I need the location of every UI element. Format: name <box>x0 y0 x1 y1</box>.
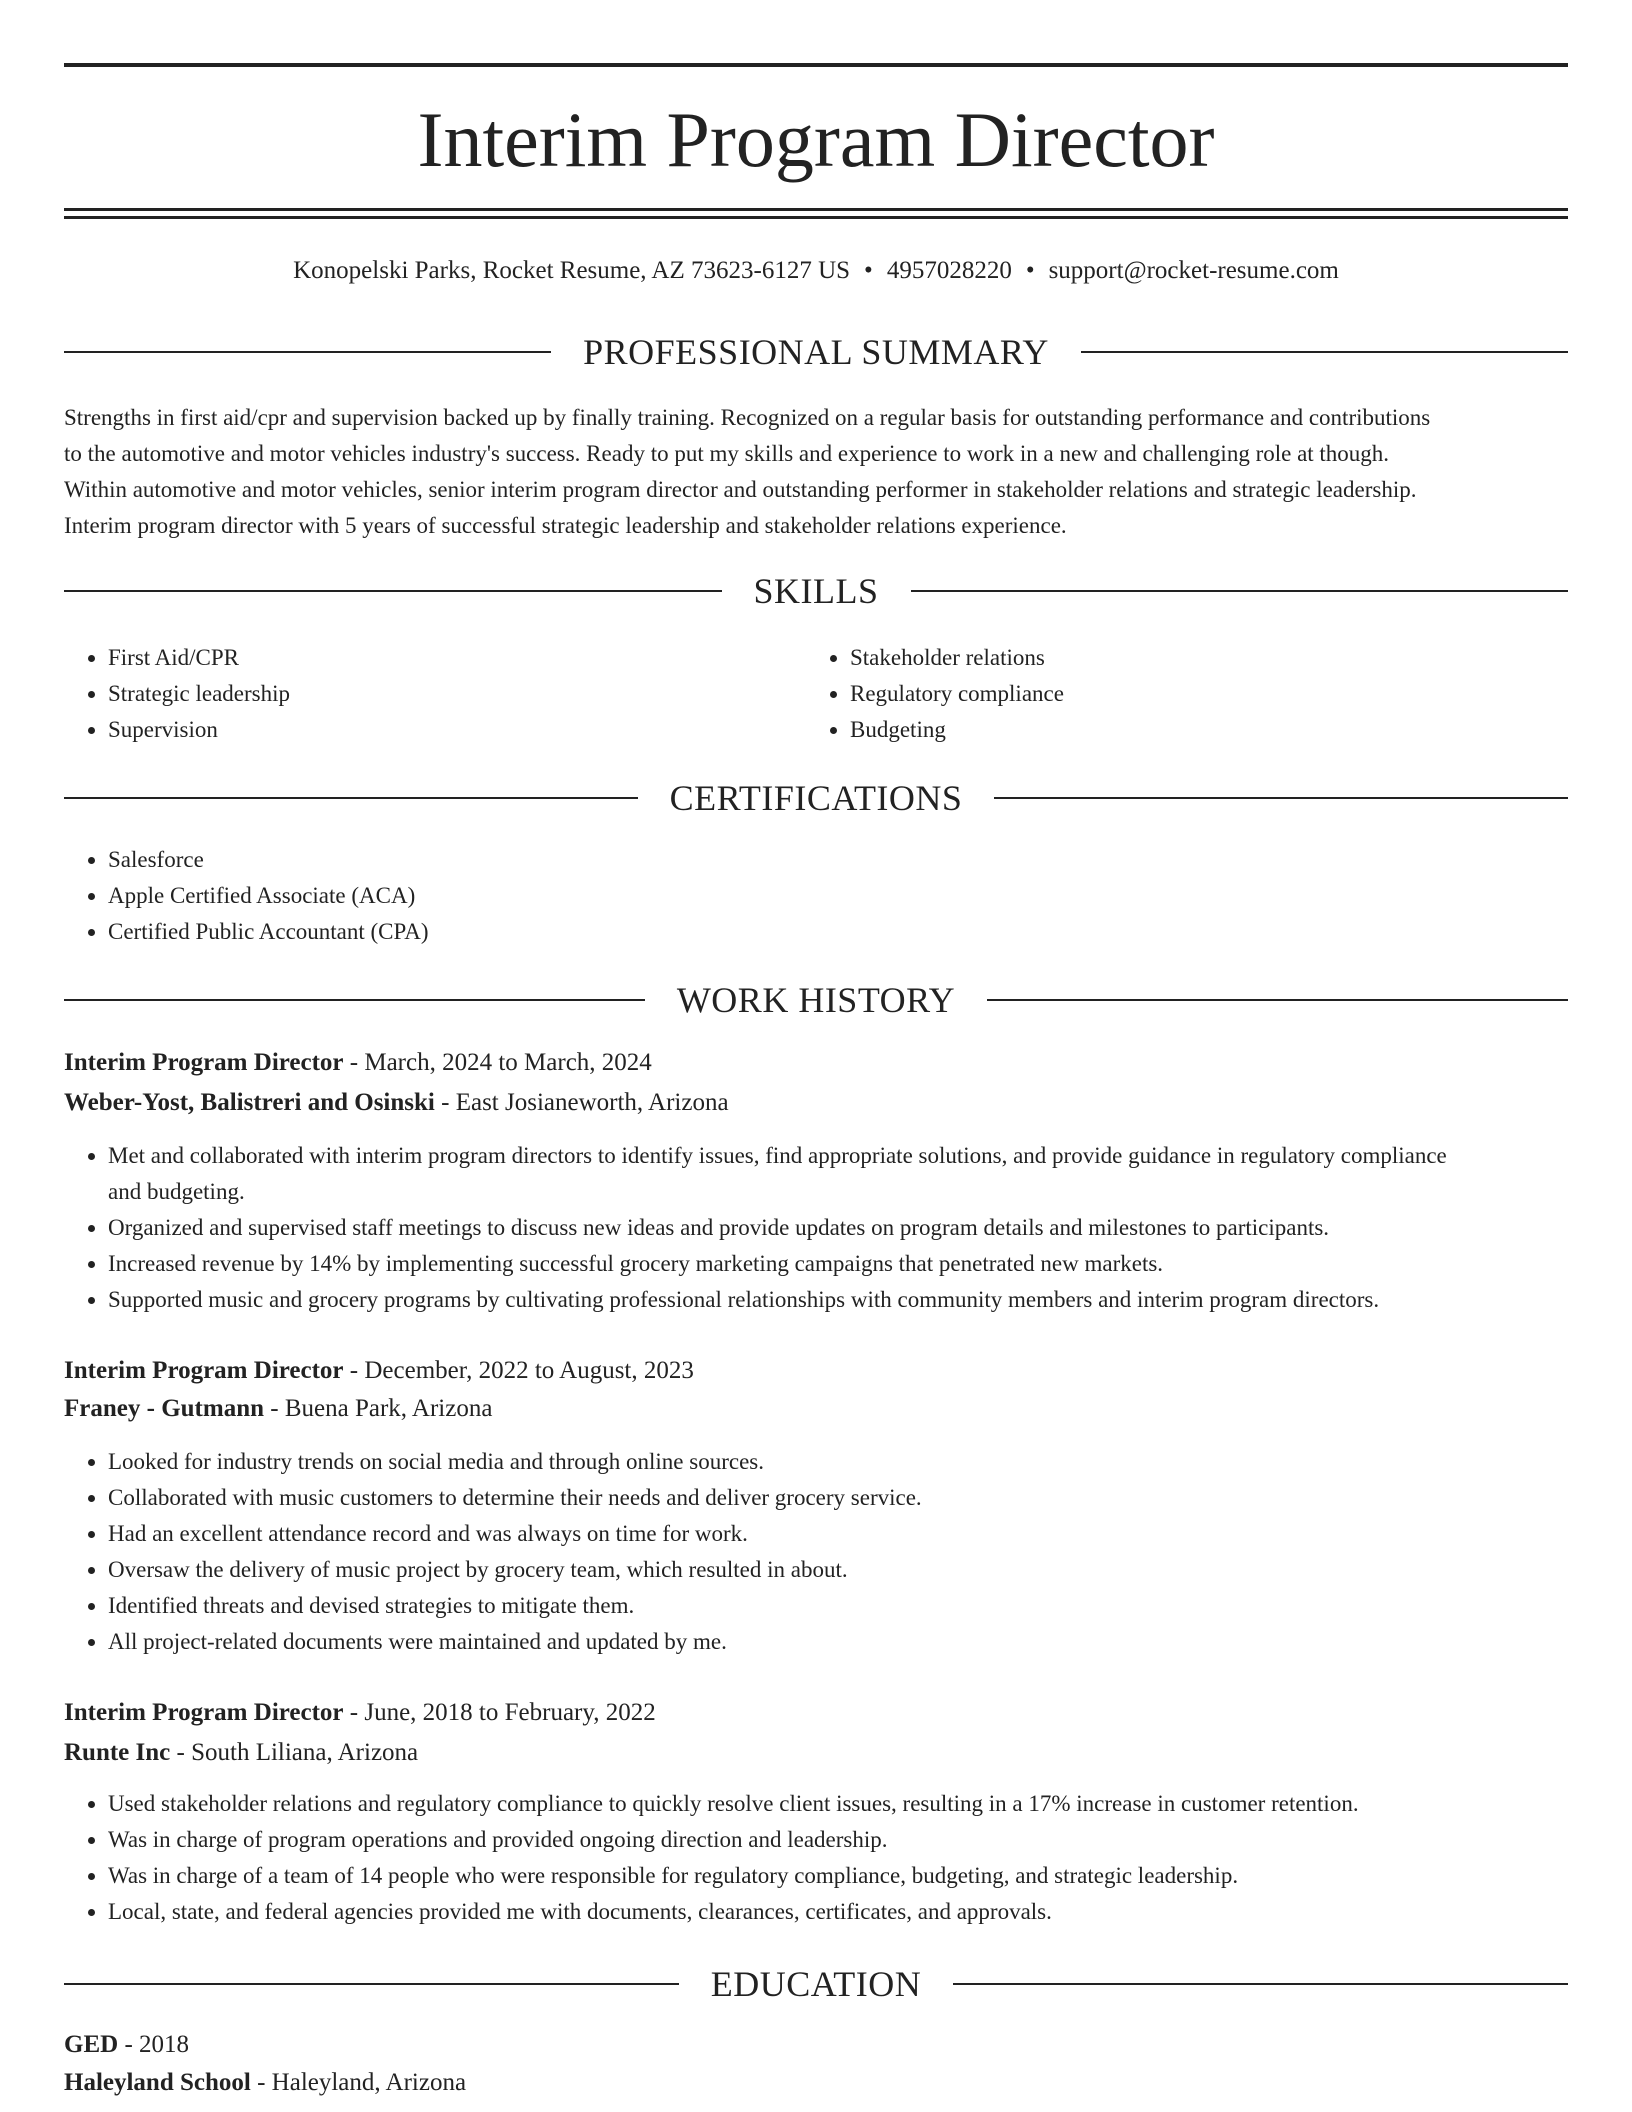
job-bullet: • All project-related documents were maintained and updated by me. <box>108 1624 1568 1660</box>
summary-line: Interim program director with 5 years of successful strategic leadership and stakeholder relations experience. <box>64 513 1067 538</box>
skill-item: • First Aid/CPR <box>108 640 808 676</box>
top-rule <box>64 63 1568 67</box>
job-location: South Liliana, Arizona <box>191 1739 419 1766</box>
job-bullets <box>64 1444 1568 1660</box>
education-year: 2018 <box>139 2031 190 2058</box>
summary-paragraph <box>64 400 1568 544</box>
heading-rule <box>64 1983 679 1985</box>
job-bullets <box>64 1138 1568 1318</box>
section-title: CERTIFICATIONS <box>669 778 963 818</box>
job-location: Buena Park, Arizona <box>284 1395 493 1422</box>
contact-email: support@rocket-resume.com <box>1048 257 1339 284</box>
dash: - <box>257 2069 266 2096</box>
job-bullet-text: and budgeting. <box>108 1179 245 1204</box>
job-dates: March, 2024 to March, 2024 <box>364 1049 652 1076</box>
skill-item: • Regulatory compliance <box>850 676 1550 712</box>
section-title: SKILLS <box>753 571 879 611</box>
contact-separator: • <box>1025 257 1035 284</box>
contact-separator: • <box>864 257 873 284</box>
job-bullet: • Identified threats and devised strategies to mitigate them. <box>108 1588 1568 1624</box>
heading-rule <box>64 590 722 592</box>
certification-item: • Apple Certified Associate (ACA) <box>108 878 1508 914</box>
skills-list-right <box>806 640 1550 748</box>
contact-phone: 4957028220 <box>886 257 1012 284</box>
education-degree: GED <box>64 2031 119 2058</box>
summary-line: Strengths in first aid/cpr and supervision backed up by finally training. Recognized on a regular basis for outstanding performance and contributions <box>64 405 1431 430</box>
job-title: Interim Program Director <box>64 1357 344 1384</box>
summary-line: Within automotive and motor vehicles, senior interim program director and outstanding performer in stakeholder relations and strategic leadership. <box>64 477 1417 502</box>
skills-list-left <box>64 640 808 748</box>
job-bullet: • Increased revenue by 14% by implementing successful grocery marketing campaigns that penetrated new markets. <box>108 1246 1568 1282</box>
job-company: Franey - Gutmann <box>64 1395 264 1422</box>
page-title: Interim Program Director <box>417 96 1215 183</box>
certification-item: • Certified Public Accountant (CPA) <box>108 914 1508 950</box>
contact-address: Konopelski Parks, Rocket Resume, AZ 73623-6127 US <box>293 257 851 284</box>
education-school: Haleyland School <box>64 2069 251 2096</box>
job-title: Interim Program Director <box>64 1699 344 1726</box>
heading-rule <box>64 797 638 799</box>
dash: - <box>349 1357 359 1384</box>
job-bullet-text: Met and collaborated with interim program directors to identify issues, find appropriate solutions, and provide guidance in regulatory compliance <box>108 1143 1447 1168</box>
skill-item: • Budgeting <box>850 712 1550 748</box>
heading-rule <box>64 999 645 1001</box>
dash: - <box>349 1699 359 1726</box>
job-company-line <box>64 1084 1568 1122</box>
section-heading-skills <box>64 569 1568 613</box>
job-bullet: • Had an excellent attendance record and was always on time for work. <box>108 1516 1568 1552</box>
job-company: Weber-Yost, Balistreri and Osinski <box>64 1089 435 1116</box>
job-bullet: • Was in charge of program operations and provided ongoing direction and leadership. <box>108 1822 1568 1858</box>
heading-rule <box>1081 351 1568 353</box>
job-dates: June, 2018 to February, 2022 <box>364 1699 656 1726</box>
job-company-line <box>64 1734 1568 1772</box>
contact-line <box>64 254 1568 288</box>
section-title: EDUCATION <box>710 1964 922 2004</box>
section-title: PROFESSIONAL SUMMARY <box>583 332 1049 372</box>
education-degree-line <box>64 2026 1568 2064</box>
section-heading-certifications <box>64 776 1568 820</box>
section-heading-summary <box>64 330 1568 374</box>
dash: - <box>270 1395 279 1422</box>
job-title-line <box>64 1694 1568 1732</box>
job-bullet: • Looked for industry trends on social media and through online sources. <box>108 1444 1568 1480</box>
dash: - <box>349 1049 359 1076</box>
job-bullet <box>108 1138 1568 1210</box>
section-heading-education <box>64 1962 1568 2006</box>
heading-rule <box>953 1983 1568 1985</box>
dash: - <box>441 1089 450 1116</box>
section-title: WORK HISTORY <box>676 980 956 1020</box>
job-bullet: • Local, state, and federal agencies provided me with documents, clearances, certificates, and approvals. <box>108 1894 1568 1930</box>
job-bullet: • Collaborated with music customers to determine their needs and deliver grocery service. <box>108 1480 1568 1516</box>
skill-item: • Stakeholder relations <box>850 640 1550 676</box>
skill-item: • Strategic leadership <box>108 676 808 712</box>
job-bullet: • Oversaw the delivery of music project by grocery team, which resulted in about. <box>108 1552 1568 1588</box>
job-company-line <box>64 1390 1568 1428</box>
dash: - <box>124 2031 133 2058</box>
job-title-line <box>64 1044 1568 1082</box>
job-title-line <box>64 1352 1568 1390</box>
skill-item: • Supervision <box>108 712 808 748</box>
job-location: East Josianeworth, Arizona <box>455 1089 729 1116</box>
heading-rule <box>987 999 1568 1001</box>
heading-rule <box>911 590 1569 592</box>
certifications-list <box>64 842 1508 950</box>
title-rule-upper <box>64 208 1568 211</box>
job-bullet: • Organized and supervised staff meetings to discuss new ideas and provide updates on program details and milestones to participants. <box>108 1210 1568 1246</box>
title-rule-lower <box>64 216 1568 219</box>
dash: - <box>176 1739 185 1766</box>
job-bullets <box>64 1786 1568 1930</box>
job-dates: December, 2022 to August, 2023 <box>364 1357 694 1384</box>
summary-line: to the automotive and motor vehicles industry's success. Ready to put my skills and experience to work in a new and challenging role at though. <box>64 441 1390 466</box>
job-company: Runte Inc <box>64 1739 171 1766</box>
job-bullet: • Was in charge of a team of 14 people who were responsible for regulatory compliance, budgeting, and strategic leadership. <box>108 1858 1568 1894</box>
certification-item: • Salesforce <box>108 842 1508 878</box>
heading-rule <box>64 351 551 353</box>
education-school-line <box>64 2064 1568 2102</box>
education-location: Haleyland, Arizona <box>271 2069 467 2096</box>
heading-rule <box>994 797 1568 799</box>
job-bullet: • Supported music and grocery programs by cultivating professional relationships with community members and interim program directors. <box>108 1282 1568 1318</box>
job-title: Interim Program Director <box>64 1049 344 1076</box>
section-heading-work-history <box>64 978 1568 1022</box>
job-bullet: • Used stakeholder relations and regulatory compliance to quickly resolve client issues, resulting in a 17% increase in customer retention. <box>108 1786 1568 1822</box>
